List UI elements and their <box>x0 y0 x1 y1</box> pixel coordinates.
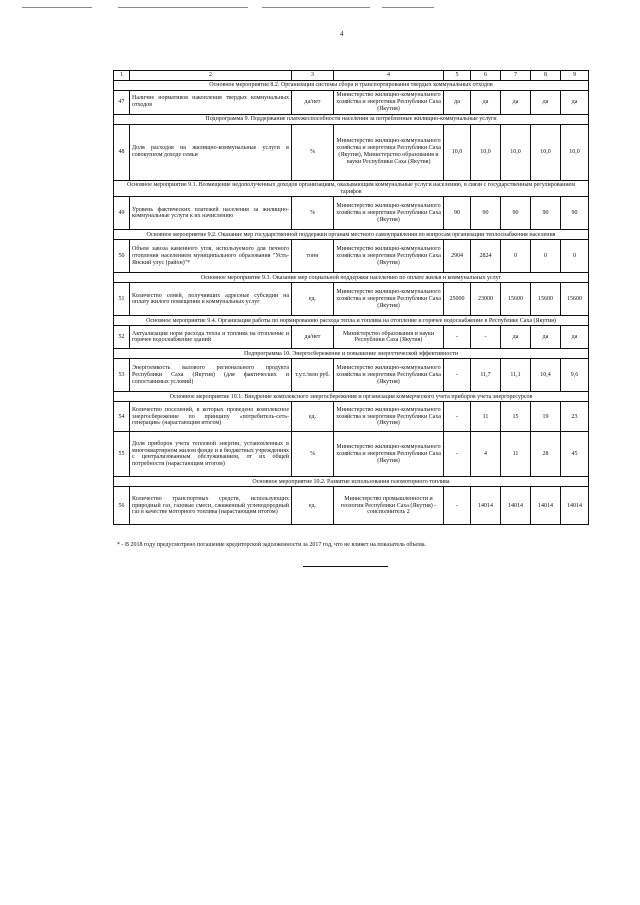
indicator-value: 14014 <box>531 487 561 525</box>
indicator-value: 23 <box>561 402 589 432</box>
indicator-value: 2904 <box>444 240 471 273</box>
section-heading: Основное мероприятие 10.1. Внедрение комплексного энергосбережения и организация коммерческого учета приборов учета энергоресурсов <box>114 392 589 402</box>
indicator-name: Количество поселений, в которых проведено комплексное энергосбережение по принципу «потребитель-сеть-генерация» (нарастающим итогом) <box>130 402 292 432</box>
row-number: 54 <box>114 402 130 432</box>
column-header: 4 <box>334 71 444 81</box>
indicator-value: 15600 <box>501 283 531 316</box>
column-header: 8 <box>531 71 561 81</box>
section-heading: Подпрограмма 10. Энергосбережение и повышение энергетической эффективности <box>114 349 589 359</box>
indicator-value: - <box>444 402 471 432</box>
table-row <box>114 283 589 316</box>
indicator-value: 10,0 <box>561 124 589 180</box>
section-heading-row <box>114 273 589 283</box>
indicator-value: 25000 <box>444 283 471 316</box>
indicator-name: Энергоемкость валового регионального продукта Республики Саха (Якутия) (для фактических и сопоставимых условий) <box>130 359 292 392</box>
section-heading: Основное мероприятие 9.3. Оказание мер социальной поддержки населению по оплате жилья и коммунальных услуг <box>114 273 589 283</box>
unit-of-measure: ед. <box>292 487 334 525</box>
indicator-value: - <box>444 432 471 477</box>
section-heading-row <box>114 316 589 326</box>
section-heading-row <box>114 392 589 402</box>
indicator-value: 90 <box>444 197 471 230</box>
responsible-executor: Министерство жилищно-коммунального хозяйства и энергетики Республики Саха (Якутия) <box>334 359 444 392</box>
table-row <box>114 432 589 477</box>
indicator-value: 11 <box>501 432 531 477</box>
row-number: 51 <box>114 283 130 316</box>
indicators-table <box>113 70 589 525</box>
indicator-value: 15 <box>501 402 531 432</box>
indicator-value: 14014 <box>501 487 531 525</box>
indicator-value: 9,6 <box>561 359 589 392</box>
table-row <box>114 402 589 432</box>
unit-of-measure: да/нет <box>292 326 334 349</box>
section-heading-row <box>114 180 589 197</box>
section-heading: Основное мероприятие 10.2. Развитие использования газомоторного топлива <box>114 477 589 487</box>
section-heading: Основное мероприятие 9.4. Организация работы по нормированию расхода тепла и топлива на отопление и горячее водоснабжение в Республике Саха (Якутия) <box>114 316 589 326</box>
indicator-name: Количество транспортных средств, использующих природный газ, газовые смеси, сжиженный углеводородный газ в качестве моторного топлива (нарастающим итогом) <box>130 487 292 525</box>
indicator-value: да <box>561 91 589 115</box>
indicator-value: 10,0 <box>501 124 531 180</box>
end-divider <box>303 566 388 567</box>
row-number: 55 <box>114 432 130 477</box>
indicator-value: 11,1 <box>501 359 531 392</box>
responsible-executor: Министерство жилищно-коммунального хозяйства и энергетики Республики Саха (Якутия) <box>334 197 444 230</box>
unit-of-measure: % <box>292 124 334 180</box>
indicator-value: 10,0 <box>444 124 471 180</box>
section-heading: Основное мероприятие 9.2. Оказание мер государственной поддержки органам местного самоуправления по вопросам организации теплоснабжения населения <box>114 230 589 240</box>
responsible-executor: Министерство жилищно-коммунального хозяйства и энергетики Республики Саха (Якутия) <box>334 432 444 477</box>
indicator-value: 10,0 <box>531 124 561 180</box>
unit-of-measure: тонн <box>292 240 334 273</box>
indicator-value: 90 <box>531 197 561 230</box>
responsible-executor: Министерство жилищно-коммунального хозяйства и энергетики Республики Саха (Якутия) <box>334 91 444 115</box>
scan-artifact-line <box>382 7 434 8</box>
footnote: * - В 2018 году предусмотрено погашение кредиторской задолженности за 2017 год, что не влияет на показатель объема. <box>117 542 426 548</box>
unit-of-measure: ед. <box>292 283 334 316</box>
indicator-value: 15600 <box>531 283 561 316</box>
indicator-value: - <box>471 326 501 349</box>
indicator-value: 19 <box>531 402 561 432</box>
table-header-row <box>114 71 589 81</box>
indicator-value: да <box>531 326 561 349</box>
indicator-value: 90 <box>561 197 589 230</box>
indicator-value: 90 <box>471 197 501 230</box>
indicator-value: 23000 <box>471 283 501 316</box>
indicator-name: Актуализация норм расхода тепла и топлива на отопление и горячее водоснабжение зданий <box>130 326 292 349</box>
indicator-name: Количество семей, получивших адресные субсидии на оплату жилого помещения и коммунальных услуг <box>130 283 292 316</box>
indicator-value: 11,7 <box>471 359 501 392</box>
column-header: 1 <box>114 71 130 81</box>
row-number: 52 <box>114 326 130 349</box>
table-row <box>114 326 589 349</box>
page-number: 4 <box>340 30 344 38</box>
section-heading-row <box>114 477 589 487</box>
table-row <box>114 124 589 180</box>
section-heading-row <box>114 230 589 240</box>
indicator-name: Доля расходов на жилищно-коммунальные услуги в совокупном доходе семьи <box>130 124 292 180</box>
column-header: 6 <box>471 71 501 81</box>
row-number: 48 <box>114 124 130 180</box>
column-header: 9 <box>561 71 589 81</box>
column-header: 5 <box>444 71 471 81</box>
indicator-value: 10,4 <box>531 359 561 392</box>
indicator-value: да <box>501 91 531 115</box>
section-heading: Основное мероприятие 8.2. Организация системы сбора и транспортирования твердых коммунальных отходов <box>114 81 589 91</box>
unit-of-measure: т.у.т./млн руб. <box>292 359 334 392</box>
indicator-name: Наличие нормативов накопления твердых коммунальных отходов <box>130 91 292 115</box>
indicator-value: 90 <box>501 197 531 230</box>
column-header: 2 <box>130 71 292 81</box>
row-number: 49 <box>114 197 130 230</box>
table-row <box>114 487 589 525</box>
indicator-value: да <box>501 326 531 349</box>
responsible-executor: Министерство промышленности и геологии Республики Саха (Якутия) - соисполнитель 2 <box>334 487 444 525</box>
unit-of-measure: ед. <box>292 402 334 432</box>
indicator-value: да <box>561 326 589 349</box>
scan-artifact-line <box>262 7 370 8</box>
table-row <box>114 91 589 115</box>
indicator-name: Объем завоза каменного угля, используемого для печного отопления населением муниципального образования "Усть-Янский улус (район)"* <box>130 240 292 273</box>
indicator-value: 0 <box>531 240 561 273</box>
indicator-value: - <box>444 487 471 525</box>
indicator-value: 10,0 <box>471 124 501 180</box>
row-number: 53 <box>114 359 130 392</box>
section-heading-row <box>114 81 589 91</box>
scan-artifact-line <box>118 7 248 8</box>
indicator-value: 4 <box>471 432 501 477</box>
table-row <box>114 359 589 392</box>
row-number: 56 <box>114 487 130 525</box>
table-row <box>114 197 589 230</box>
column-header: 3 <box>292 71 334 81</box>
responsible-executor: Министерство образования и науки Республики Саха (Якутия) <box>334 326 444 349</box>
indicator-value: - <box>444 326 471 349</box>
row-number: 50 <box>114 240 130 273</box>
responsible-executor: Министерство жилищно-коммунального хозяйства и энергетики Республики Саха (Якутия) <box>334 240 444 273</box>
section-heading: Подпрограмма 9. Поддержание платежеспособности населения за потребленные жилищно-коммунальные услуги <box>114 114 589 124</box>
indicator-value: 0 <box>501 240 531 273</box>
indicator-value: 28 <box>531 432 561 477</box>
column-header: 7 <box>501 71 531 81</box>
indicator-value: 14014 <box>561 487 589 525</box>
indicator-value: да <box>471 91 501 115</box>
unit-of-measure: % <box>292 432 334 477</box>
unit-of-measure: да/нет <box>292 91 334 115</box>
responsible-executor: Министерство жилищно-коммунального хозяйства и энергетики Республики Саха (Якутия) <box>334 283 444 316</box>
indicator-value: 11 <box>471 402 501 432</box>
indicator-value: да <box>444 91 471 115</box>
table-row <box>114 240 589 273</box>
indicator-value: 2824 <box>471 240 501 273</box>
row-number: 47 <box>114 91 130 115</box>
indicator-value: 45 <box>561 432 589 477</box>
section-heading: Основное мероприятие 9.1. Возмещение недополученных доходов организациям, оказывающим коммунальные услуги населению, в связи с государственным регулированием тарифов <box>114 180 589 197</box>
section-heading-row <box>114 349 589 359</box>
section-heading-row <box>114 114 589 124</box>
indicator-value: 0 <box>561 240 589 273</box>
unit-of-measure: % <box>292 197 334 230</box>
responsible-executor: Министерство жилищно-коммунального хозяйства и энергетики Республики Саха (Якутия), Министерство образования и науки Республики Саха (Якутия) <box>334 124 444 180</box>
indicator-value: 14014 <box>471 487 501 525</box>
scan-artifact-line <box>22 7 92 8</box>
indicator-value: да <box>531 91 561 115</box>
indicator-value: - <box>444 359 471 392</box>
responsible-executor: Министерство жилищно-коммунального хозяйства и энергетики Республики Саха (Якутия) <box>334 402 444 432</box>
indicator-name: Уровень фактических платежей населения за жилищно-коммунальные услуги к их начислению <box>130 197 292 230</box>
indicator-value: 15600 <box>561 283 589 316</box>
indicator-name: Доля приборов учета тепловой энергии, установленных в многоквартирном жилом фонде и в бюджетных учреждениях с централизованным обслуживанием, от их общей потребности (нарастающим итогом) <box>130 432 292 477</box>
